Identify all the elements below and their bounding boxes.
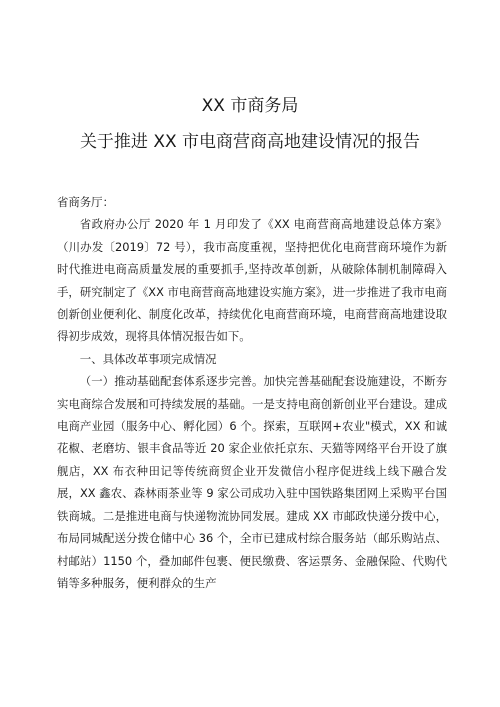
section-heading: 一、具体改革事项完成情况	[79, 351, 217, 366]
paragraph-infrastructure: （一）推动基础配套体系逐步完善。加快完善基础配套设施建设，不断夯实电商综合发展和可持续发展的基础。一是支持电商创新创业平台建设。建成电商产业园（服务中心、孵化园）6 个。探索，互联网+农业"模式，XX 和诚花椒、老磨坊、银丰食品等近 20 家企业依托京东、天猫等网络平台开设了旗舰店，XX 布衣种田记等传统商贸企业开发微信小程序促进线上线下融合发展，XX 鑫农、森林雨茶业等 9 家公司成功入驻中国铁路集团网上采购平台国铁商城。二是推进电商与快递物流协同发展。建成 XX 市邮政快递分拨中心，布局同城配送分拨仓储中心 36 个，全市已建成村综合服务站（邮乐购站点、村邮站）1150 个，叠加邮件包裹、便民缴费、客运票务、金融保险、代购代销等多种服务，便利群众的生产	[57, 374, 447, 590]
issuer-title: XX 市商务局	[201, 96, 299, 116]
paragraph-intro: 省政府办公厅 2020 年 1 月印发了《XX 电商营商高地建设总体方案》（川办发〔2019〕72 号），我市高度重视，坚持把优化电商营商环境作为新时代推进电商高质量发展的重要抓手,坚持改革创新，从破除体制机制障碍入手，研究制定了《XX 市电商营商高地建设实施方案》，进一步推进了我市电商创新创业便利化、制度化改革，持续优化电商营商环境，电商营商高地建设取得初步成效，现将具体情况报告如下。	[57, 217, 447, 344]
document-body	[57, 191, 447, 594]
report-title: 关于推进 XX 市电商营商高地建设情况的报告	[79, 132, 421, 152]
salutation: 省商务厅：	[57, 195, 114, 209]
